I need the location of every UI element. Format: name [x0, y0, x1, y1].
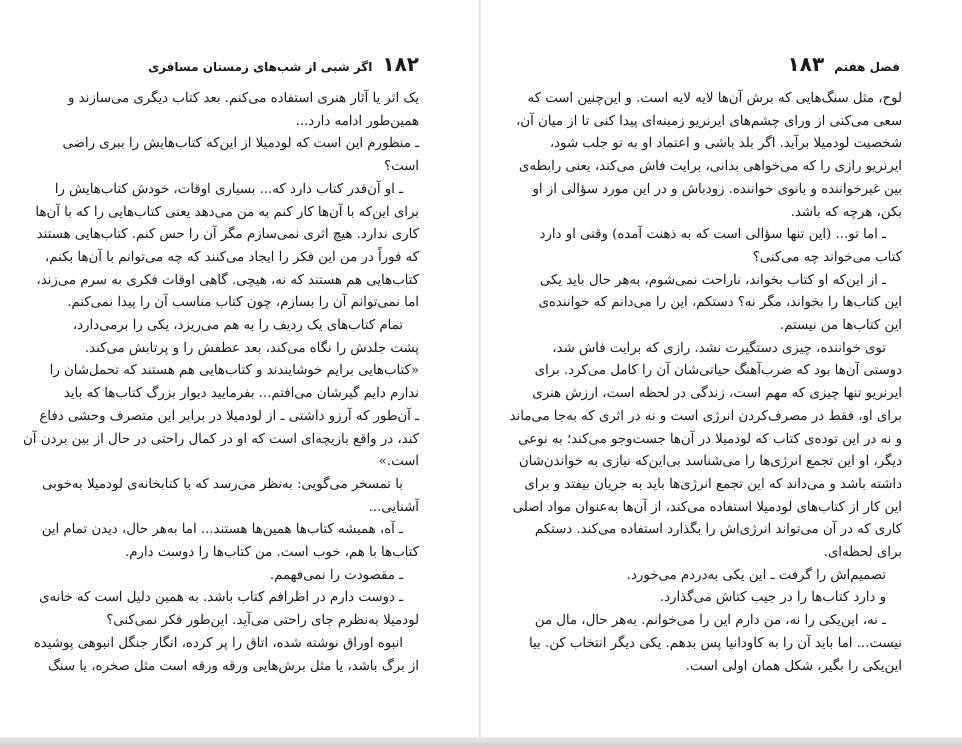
text-line: دیگر، او این تجمع انرژی‌ها را می‌شناسد بی‌این‌که نیازی به خواندن‌شان [518, 454, 902, 470]
text-line: لوح، مثل سنگ‌هایی که برش آن‌ها لایه لایه است. و این‌چنین است که [527, 91, 902, 106]
text-line: اما نمی‌توانم آن را بسازم، چون کتاب مناسب آن را پیدا نمی‌کنم. [67, 295, 419, 311]
text-line: است؟ [384, 159, 419, 175]
text-line: ایرنریو رازی را که می‌خواهی بدانی، برایت فاش می‌کند، یعنی رابطه‌ی [518, 159, 902, 175]
text-line: انبوه اوراق نوشته شده، اتاق را پر کرده، انگار جنگل انبوهی پوشیده [33, 635, 403, 651]
text-line: است.» [378, 454, 419, 470]
text-line: کتاب‌هایی هم هستند که نه، هیچی. گاهی اوقات فکری به سرم می‌زند، [36, 272, 419, 288]
text-line: نیست... اما باید آن را به کاودانیا پس بدهم. یکی دیگر انتخاب کن. بیا [528, 635, 902, 651]
text-line: برای او، فقط در مصرف‌کردن انرژی است و نه در اثری که به‌جا می‌ماند [509, 408, 902, 424]
text-line: این کار از کتاب‌های لودمیلا استفاده می‌کند، از آن‌ها به‌عنوان مواد اصلی [512, 499, 902, 515]
running-title: اگر شبی از شب‌های زمستان مسافری [148, 60, 373, 74]
text-line: توی خواننده، چیزی دستگیرت نشد. رازی که برایت فاش شد، [552, 340, 886, 356]
right-page-header [543, 52, 900, 80]
text-line: کاری ندارد. هیچ اثری نمی‌سازم مگر آن را حس کنم. کتاب‌هایی هستند [36, 227, 419, 243]
right-page [481, 0, 962, 737]
text-line: ـ نه، این‌یکی را نه، من دارم این را می‌خوانم. به‌هر حال، مال من [534, 613, 886, 629]
text-line: از برگ باشد، یا مثل برش‌هایی ورقه ورقه است مثل صخره، یا سنگ [47, 658, 419, 674]
page-number: ۱۸۳ [787, 52, 825, 76]
left-page-header [70, 52, 419, 80]
text-line: با تمسخر می‌گویی: به‌نظر می‌رسد که با کتابخانه‌ی لودمیلا به‌خوبی [42, 476, 403, 492]
text-line: آشنایی... [368, 499, 419, 515]
text-line: ـ مقصودت را نمی‌فهمم. [269, 567, 403, 583]
text-line: ـ اما تو... (این تنها سؤالی است که به ذهنت آمده) وقتی او دارد [539, 227, 886, 243]
chapter-title: فصل هفتم [834, 60, 900, 74]
text-line: لودمیلا به‌نظرم جای راحتی می‌آید. این‌طور فکر نمی‌کنی؟ [106, 613, 419, 629]
text-line: پشت جلدش را نگاه می‌کند، بعد عطفش را و پرتابش می‌کند. [84, 340, 419, 356]
text-line: ـ او آن‌قدر کتاب دارد که... بسیاری اوقات، خودش کتاب‌هایش را [54, 181, 403, 197]
text-line: برای این‌که با آن‌ها کار کنم به من می‌دهد یعنی کتاب‌هایی را که با آن‌ها [35, 204, 419, 220]
text-line: داشته باشد و می‌داند که این تجمع انرژی‌ها باید به جریان بیفتد و برای [524, 476, 902, 492]
text-line: کتاب‌ها با هم، خوب است. من کتاب‌ها را دوست دارم. [124, 545, 419, 561]
text-line: ـ آن‌طور که آرزو داشتی ـ از لودمیلا در برابر این متصرف وحشی دفاع [39, 408, 419, 424]
text-line: ندارم دایم گیرشان می‌افتم... بفرمایید دیوار بزرگ کتاب‌ها که باید [63, 386, 419, 402]
text-line: دوستی آن‌ها بود که ضرب‌آهنگ حیاتی‌شان آن را کامل می‌کرد. برای [534, 363, 902, 379]
text-line: «کتاب‌هایی برایم خوشایندند و کتاب‌هایی هم هستند که تحمل‌شان را [49, 363, 419, 379]
text-line: کاری که در آن می‌تواند انرژی‌اش را بگذارد استفاده می‌کند. دستکم [534, 522, 902, 538]
text-line: تصمیم‌اش را گرفت ـ این یکی به‌دردم می‌خورد. [626, 567, 886, 583]
text-line: کتاب می‌خواند چه می‌کنی؟ [752, 249, 902, 265]
text-line: این‌یکی را بگیر، شکل همان اولی است. [685, 658, 902, 674]
text-line: ایرنریو تنها چیزی که مهم است، زندگی در لحظه است، ارزش هنری [532, 386, 902, 402]
left-page-body [23, 88, 419, 678]
text-line: کند، در واقع بازیچه‌ای است که او در کمال راحتی در حال از بین بردن آن [23, 431, 419, 447]
left-page [0, 0, 481, 737]
text-line: همین‌طور ادامه دارد... [295, 113, 419, 129]
text-line: بین غیرخواننده و بانوی خواننده. زودباش و در این مورد سؤالی از او [532, 181, 902, 197]
text-line: این کتاب‌ها را بخواند، مگر نه؟ دستکم، این را می‌دانم که خواننده‌ی [538, 295, 902, 311]
text-line: ـ آه، همیشه کتاب‌ها همین‌ها هستند... اما به‌هر حال، دیدن تمام این [41, 522, 403, 538]
text-line: بکن، هرچه که باشد. [790, 204, 902, 220]
page-bottom-edge [0, 737, 962, 747]
page-number: ۱۸۲ [382, 52, 419, 76]
text-line: یک اثر یا آثار هنری استفاده می‌کنم. بعد کتاب دیگری می‌سازند و [68, 91, 419, 106]
text-line: ـ منظورم این است که لودمیلا از این‌که کتاب‌هایش را ببری راضی [62, 136, 419, 152]
text-line: و دارد کتاب‌ها را در جیب کتاش می‌گذارد. [659, 590, 886, 606]
text-line: و نه در این توده‌ی کتاب که لودمیلا در آن‌ها جست‌وجو می‌کند؛ به نوعی [518, 431, 902, 447]
text-line: برای لحظه‌ای. [823, 545, 902, 561]
text-line: سعی می‌کنی از ورای چشم‌های ایرنریو زمینه‌ای پیدا کنی تا از میان آن، [516, 113, 902, 129]
right-page-body [509, 88, 902, 678]
text-line: که فوراً در من این فکر را ایجاد می‌کنند که چه می‌توانم با آن‌ها بکنم، [44, 249, 419, 265]
text-line: ـ از این‌که او کتاب بخواند، ناراحت نمی‌شوم، به‌هر حال باید یکی [539, 272, 886, 288]
text-line: شخصیت لودمیلا برآید. اگر بلد باشی و اعتماد او به تو جلب شود، [549, 136, 902, 152]
text-line: ـ دوست دارم در اطرافم کتاب باشد. به همین دلیل است که خانه‌ی [39, 590, 403, 606]
text-line: تمام کتاب‌های یک ردیف را به هم می‌ریزد، یکی را برمی‌دارد، [72, 318, 403, 334]
text-line: این کتاب‌ها من نیستم. [779, 318, 902, 334]
